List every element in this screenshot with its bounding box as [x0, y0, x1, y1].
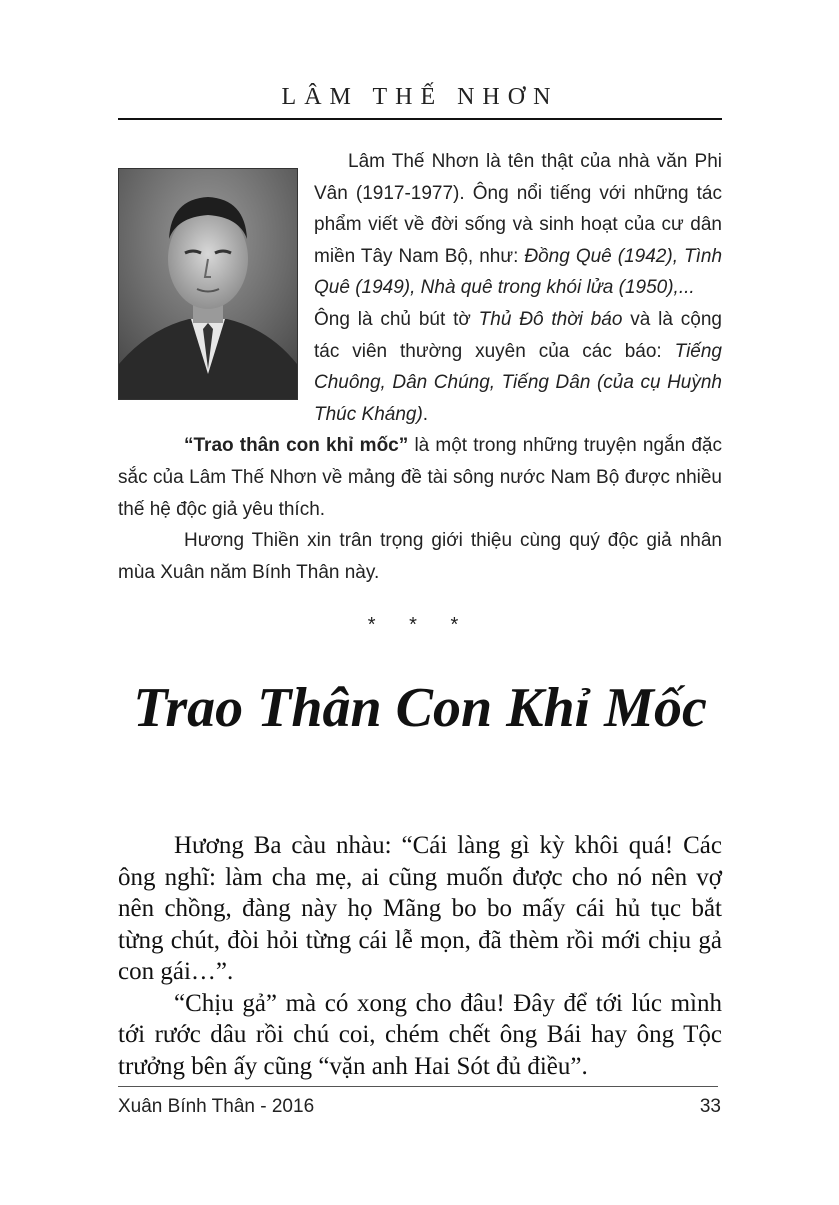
- bio-text: là một trong những truyện ngắn đặc sắc của Lâm Thế Nhơn về mảng đề tài sông nước Nam Bộ được nhiều thế hệ độc giả yêu thích.: [118, 435, 722, 520]
- footer-rule: [118, 1086, 718, 1087]
- story-title: Trao Thân Con Khỉ Mốc: [133, 677, 707, 739]
- bio-text: Ông là chủ bút tờ: [314, 308, 479, 330]
- header-rule: [118, 118, 722, 120]
- story-title-mention: “Trao thân con khỉ mốc”: [184, 435, 409, 457]
- section-separator: * * *: [367, 614, 473, 636]
- author-biography: [118, 146, 722, 588]
- story-body: [118, 830, 722, 1082]
- bio-paragraph-3: [118, 430, 722, 525]
- bio-text: Lâm Thế Nhơn là tên thật của nhà văn Phi Vân (1917-1977). Ông nổi tiếng với những tác phẩm viết về đời sống và sinh hoạt của cư dân miền Tây Nam Bộ, như:: [314, 151, 722, 267]
- bio-text: và là cộng tác viên thường xuyên của các báo:: [314, 308, 722, 362]
- story-paragraph-1: Hương Ba càu nhàu: “Cái làng gì kỳ khôi quá! Các ông nghĩ: làm cha mẹ, ai cũng muốn được cho nó nên vợ nên chồng, đàng này họ Mãng bo bo mấy cái hủ tục bắt từng chút, đòi hỏi từng cái lễ mọn, đã thèm rồi mới chịu gả con gái…”.: [118, 832, 722, 985]
- photo-spacer: [118, 146, 314, 422]
- bio-works-list: Đồng Quê (1942), Tình Quê (1949), Nhà quê trong khói lửa (1950),...: [314, 245, 723, 299]
- story-paragraph-2: “Chịu gả” mà có xong cho đâu! Đây để tới lúc mình tới rước dâu rồi chú coi, chém chết ông Bái hay ông Tộc trưởng bên ấy cũng “vặn anh Hai Sót đủ điều”.: [118, 989, 722, 1080]
- footer-issue: Xuân Bính Thân - 2016: [118, 1096, 315, 1117]
- bio-text: .: [422, 403, 429, 425]
- page-number: 33: [699, 1096, 721, 1117]
- bio-newspapers-list: Tiếng Chuông, Dân Chúng, Tiếng Dân (của cụ Huỳnh Thúc Kháng): [314, 340, 722, 425]
- running-header: LÂM THẾ NHƠN: [281, 84, 559, 110]
- bio-newspaper: Thủ Đô thời báo: [478, 308, 623, 330]
- bio-paragraph-4: Hương Thiền xin trân trọng giới thiệu cùng quý độc giả nhân mùa Xuân năm Bính Thân này.: [118, 530, 722, 583]
